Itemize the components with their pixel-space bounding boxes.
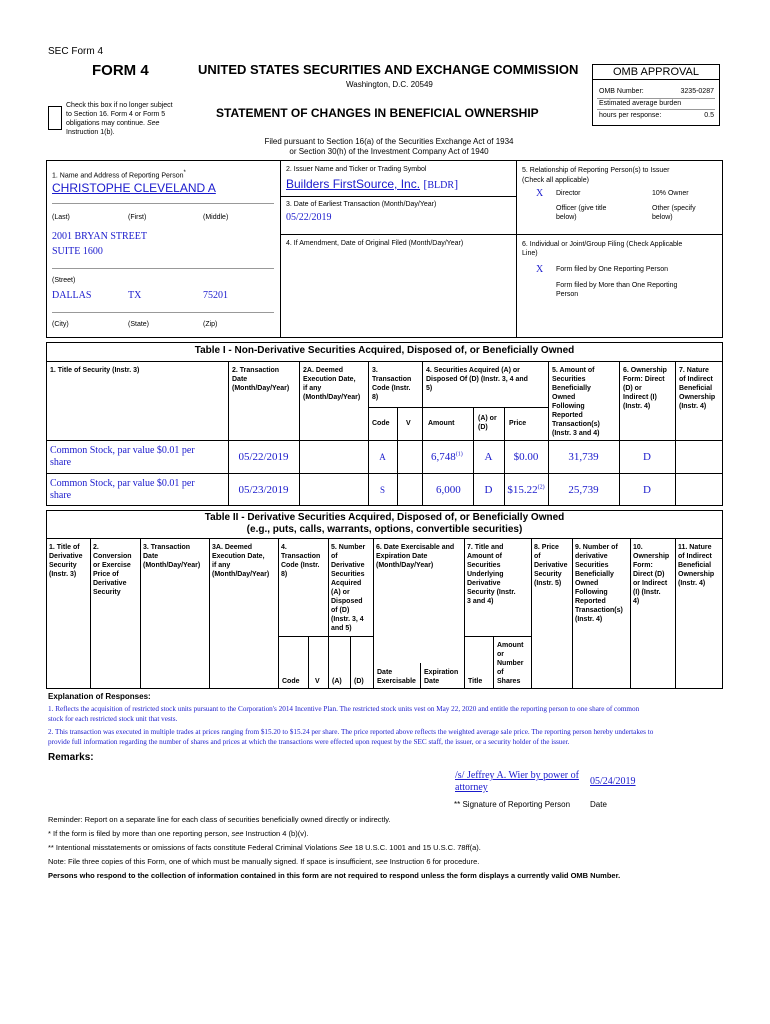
t1-r2-date: 05/23/2019 (238, 484, 289, 496)
remarks-label: Remarks: (48, 752, 94, 763)
t2-h7: 7. Title and Amount of Securities Underlying Derivative Security (Instr. 3 and 4) (467, 544, 516, 605)
t1-h-deemed: 2A. Deemed Execution Date, if any (Month/Day/Year) (303, 367, 361, 401)
box1-label: 1. Name and Address of Reporting Person* (52, 170, 186, 180)
state-label: (State) (128, 321, 150, 328)
footnote-star: * If the form is filed by more than one reporting person, see Instruction 4 (b)(v). (48, 829, 309, 838)
t1-h-ownership-form: 6. Ownership Form: Direct (D) or Indirect (I) (Instr. 4) (623, 367, 667, 410)
omb-burden-label: Estimated average burden (599, 100, 682, 107)
state-value: TX (128, 290, 142, 301)
signature-date: 05/24/2019 (590, 776, 636, 787)
t1-r1-title: Common Stock, par value $0.01 per share (50, 445, 195, 468)
t2-h3: 3. Transaction Date (Month/Day/Year) (143, 544, 201, 569)
t1-r1-amount: 6,748$^{(1)}$ (431, 451, 463, 463)
t2-h5: 5. Number of Derivative Securities Acquired (A) or Disposed of (D) (Instr. 3, 4 and 5) (331, 544, 366, 632)
footnote-double-star: ** Intentional misstatements or omissions of facts constitute Federal Criminal Violations See 18 U.S.C. 1001 and 15 U.S.C. 78ff(a). (48, 843, 481, 852)
date-label: Date (590, 800, 607, 809)
t2-h2: 2. Conversion or Exercise Price of Derivative Security (93, 544, 132, 596)
director-check[interactable]: X (536, 188, 544, 199)
t1-h-date: 2. Transaction Date (Month/Day/Year) (232, 367, 290, 392)
omb-hours-label: hours per response: (599, 112, 662, 119)
checkbox-note: Check this box if no longer subject to Section 16. Form 4 or Form 5 obligations may continue. See Instruction 1(b). (66, 102, 173, 136)
t1-r2-title: Common Stock, par value $0.01 per share (50, 478, 195, 501)
t2-sub-exp: Expiration Date (424, 669, 459, 685)
t1-h-nature: 7. Nature of Indirect Beneficial Ownership (Instr. 4) (679, 367, 716, 410)
issuer-name: Builders FirstSource, Inc. [BLDR] (286, 177, 459, 191)
sec-form-label: SEC Form 4 (48, 46, 104, 57)
t2-h10: 10. Ownership Form: Direct (D) or Indirect (I) (Instr. 4) (633, 544, 670, 605)
ten-pct-owner-label: 10% Owner (652, 190, 689, 197)
no-longer-subject-checkbox[interactable] (48, 106, 62, 130)
t1-r1-code: A (379, 452, 386, 462)
t1-h-code: 3. Transaction Code (Instr. 8) (372, 367, 412, 401)
t2-h9: 9. Number of derivative Securities Beneficially Owned Following Reported Transaction(s) (Instr. 4) (575, 544, 623, 623)
t1-r2-code: S (379, 485, 385, 495)
t1-r1-owned: 31,739 (568, 451, 599, 463)
box3-label: 3. Date of Earliest Transaction (Month/Day/Year) (286, 201, 437, 208)
omb-number-value: 3235-0287 (680, 88, 714, 95)
t2-sub-a: (A) (332, 678, 342, 685)
last-label: (Last) (52, 214, 70, 221)
t1-r2-ad: D (484, 484, 493, 496)
t1-r2-owned: 25,739 (568, 484, 599, 496)
t2-h4: 4. Transaction Code (Instr. 8) (281, 544, 321, 578)
t1-sub-ad: (A) or (D) (478, 415, 497, 431)
t2-h6: 6. Date Exercisable and Expiration Date (Month/Day/Year) (376, 544, 455, 569)
omb-hours-value: 0.5 (704, 112, 714, 119)
one-person-label: Form filed by One Reporting Person (556, 266, 669, 273)
box4-label: 4. If Amendment, Date of Original Filed (Month/Day/Year) (286, 240, 464, 247)
t1-sub-price: Price (509, 420, 527, 427)
omb-title: OMB APPROVAL (593, 65, 719, 80)
director-label: Director (556, 190, 581, 197)
t1-r2-amount: 6,000 (436, 484, 461, 496)
omb-number-label: OMB Number: (599, 88, 644, 95)
middle-label: (Middle) (203, 214, 229, 221)
table1-title: Table I - Non-Derivative Securities Acquired, Disposed of, or Beneficially Owned (194, 345, 575, 356)
zip-value: 75201 (203, 290, 228, 301)
t1-h-title: 1. Title of Security (Instr. 3) (50, 367, 140, 374)
reminder: Reminder: Report on a separate line for each class of securities beneficially owned directly or indirectly. (48, 815, 391, 824)
earliest-transaction-date: 05/22/2019 (286, 212, 332, 223)
t1-h-acquired: 4. Securities Acquired (A) or Disposed Of (D) (Instr. 3, 4 and 5) (426, 367, 528, 392)
city-value: DALLAS (52, 290, 92, 301)
omb-persons-notice: Persons who respond to the collection of information contained in this form are not required to respond unless the form displays a currently valid OMB Number. (48, 871, 621, 880)
first-label: (First) (128, 214, 147, 221)
city-label: (City) (52, 321, 69, 328)
filed-pursuant: Filed pursuant to Section 16(a) of the Securities Exchange Act of 1934 or Section 30(h) of the Investment Company Act of 1940 (264, 137, 514, 156)
officer-label: Officer (give title below) (556, 205, 607, 221)
statement-title: STATEMENT OF CHANGES IN BENEFICIAL OWNERSHIP (216, 106, 539, 120)
reporting-person-name[interactable]: CHRISTOPHE CLEVELAND A (52, 181, 216, 195)
issuer-link[interactable]: Builders FirstSource, Inc. (286, 177, 421, 191)
table2-title: Table II - Derivative Securities Acquired, Disposed of, or Beneficially Owned (e.g., puts, calls, warrants, options, convertible securities) (204, 512, 565, 535)
t1-sub-amount: Amount (428, 420, 455, 427)
more-persons-label: Form filed by More than One Reporting Person (556, 282, 678, 298)
t1-h-amount-owned: 5. Amount of Securities Beneficially Owned Following Reported Transaction(s) (Instr. 3 and 4) (552, 367, 600, 437)
t1-r1-form: D (643, 451, 651, 463)
street-line2: SUITE 1600 (52, 246, 103, 257)
t2-h11: 11. Nature of Indirect Beneficial Ownership (Instr. 4) (678, 544, 715, 587)
t1-r2-form: D (643, 484, 651, 496)
footnote-2: 2. This transaction was executed in multiple trades at prices ranging from $15.20 to $15.24 per share. The price reported above reflects the weighted average sale price. The reporting person hereby undertakes to provide full information regarding the number of shares and prices at which the transactions were effected upon request by the SEC staff, the issuer, or a security holder of the issuer. (48, 728, 654, 746)
footnote-1: 1. Reflects the acquisition of restricted stock units pursuant to the Corporation's 2014 Incentive Plan. The restricted stock units vest on May 22, 2020 and entitle the reporting person to one share of common stock for each restricted stock unit that vests. (48, 705, 640, 723)
t1-r2-price: $15.22$^{(2)}$ (507, 484, 545, 496)
t1-r1-ad: A (484, 451, 493, 463)
t2-sub-d: (D) (354, 678, 364, 685)
t2-sub-code: Code (282, 678, 300, 685)
t2-sub-v: V (315, 678, 320, 685)
signature-name[interactable]: /s/ Jeffrey A. Wier by power of attorney (455, 770, 579, 793)
form-number: FORM 4 (92, 62, 149, 79)
t2-h1: 1. Title of Derivative Security (Instr. 3) (49, 544, 83, 578)
t2-h8: 8. Price of Derivative Security (Instr. 5) (534, 544, 568, 587)
explanation-label: Explanation of Responses: (48, 692, 151, 701)
one-person-check[interactable]: X (536, 264, 544, 275)
box5-label: 5. Relationship of Reporting Person(s) to Issuer (Check all applicable) (522, 167, 670, 184)
zip-label: (Zip) (203, 321, 218, 328)
signature-label: ** Signature of Reporting Person (454, 800, 571, 809)
street-label: (Street) (52, 277, 76, 284)
omb-approval-box (592, 64, 720, 126)
ticker-symbol[interactable]: BLDR (427, 180, 455, 191)
t2-sub-amount: Amount or Number of Shares (497, 642, 524, 685)
box6-label: 6. Individual or Joint/Group Filing (Check Applicable Line) (522, 241, 683, 257)
t2-sub-date-ex: Date Exercisable (377, 669, 416, 685)
t2-h3a: 3A. Deemed Execution Date, if any (Month/Day/Year) (212, 544, 270, 578)
agency-title: UNITED STATES SECURITIES AND EXCHANGE COMMISSION (198, 62, 579, 77)
t1-r1-price: $0.00 (513, 451, 539, 463)
agency-location: Washington, D.C. 20549 (346, 80, 433, 89)
t1-sub-v: V (406, 420, 411, 427)
t1-sub-code: Code (372, 420, 390, 427)
footnote-note: Note: File three copies of this Form, one of which must be manually signed. If space is insufficient, see Instruction 6 for procedure. (48, 857, 480, 866)
box2-label: 2. Issuer Name and Ticker or Trading Symbol (286, 166, 427, 173)
t1-r1-date: 05/22/2019 (238, 451, 289, 463)
other-label: Other (specify below) (652, 205, 696, 221)
t2-sub-title: Title (468, 678, 483, 685)
street-line1: 2001 BRYAN STREET (52, 231, 148, 242)
